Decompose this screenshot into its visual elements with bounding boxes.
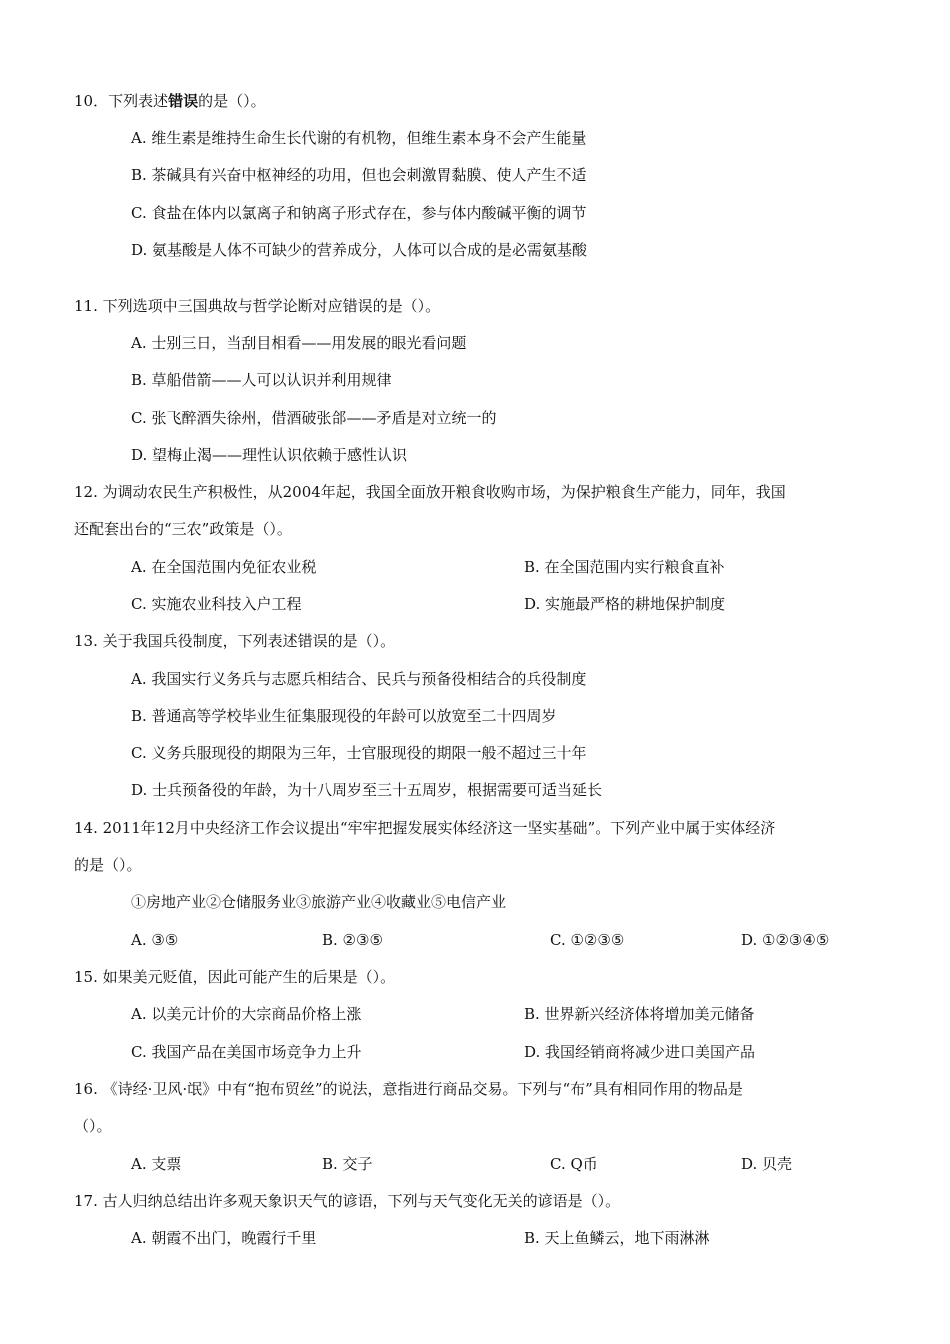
question-16-stem: 16. 《诗经·卫风·氓》中有“抱布贸丝”的说法，意指进行商品交易。下列与“布”具有相同作用的物品是 [74,1080,743,1098]
question-15-stem: 15. 如果美元贬值，因此可能产生的后果是（）。 [74,968,396,986]
option-a[interactable]: A. 维生素是维持生命生长代谢的有机物，但维生素本身不会产生能量 [131,129,587,147]
option-a[interactable]: A. 朝霞不出门，晚霞行千里 [131,1229,317,1247]
option-b[interactable]: B. 茶碱具有兴奋中枢神经的功用，但也会刺激胃黏膜、使人产生不适 [131,166,587,184]
option-b[interactable]: B. 天上鱼鳞云，地下雨淋淋 [524,1229,710,1247]
option-a[interactable]: A. ③⑤ [131,931,179,949]
option-b[interactable]: B. 草船借箭——人可以认识并利用规律 [131,371,392,389]
option-a[interactable]: A. 支票 [131,1155,182,1173]
option-b[interactable]: B. 在全国范围内实行粮食直补 [524,558,725,576]
option-a[interactable]: A. 士别三日，当刮目相看——用发展的眼光看问题 [131,334,467,352]
option-a[interactable]: A. 以美元计价的大宗商品价格上涨 [131,1005,362,1023]
question-13-stem: 13. 关于我国兵役制度，下列表述错误的是（）。 [74,632,396,650]
option-c[interactable]: C. 实施农业科技入户工程 [131,595,302,613]
option-c[interactable]: C. ①②③⑤ [550,931,625,949]
option-d[interactable]: D. 我国经销商将减少进口美国产品 [524,1043,756,1061]
question-17-stem: 17. 古人归纳总结出许多观天象识天气的谚语，下列与天气变化无关的谚语是（）。 [74,1192,621,1210]
option-d[interactable]: D. 士兵预备役的年龄，为十八周岁至三十五周岁，根据需要可适当延长 [131,781,603,799]
option-a[interactable]: A. 我国实行义务兵与志愿兵相结合、民兵与预备役相结合的兵役制度 [131,670,587,688]
option-d[interactable]: D. 望梅止渴——理性认识依赖于感性认识 [131,446,408,464]
option-c[interactable]: C. 张飞醉酒失徐州，借酒破张郃——矛盾是对立统一的 [131,409,497,427]
option-b[interactable]: B. 普通高等学校毕业生征集服现役的年龄可以放宽至二十四周岁 [131,707,557,725]
question-12-stem-cont: 还配套出台的“三农”政策是（）。 [74,520,292,538]
question-11-stem: 11. 下列选项中三国典故与哲学论断对应错误的是（）。 [74,297,441,315]
stem-text: 的是（）。 [198,92,266,110]
question-14-stem: 14. 2011年12月中央经济工作会议提出“牢牢把握发展实体经济这一坚实基础”。下列产业中属于实体经济 [74,819,776,837]
option-a[interactable]: A. 在全国范围内免征农业税 [131,558,317,576]
option-c[interactable]: C. Q币 [550,1155,598,1173]
option-b[interactable]: B. 世界新兴经济体将增加美元储备 [524,1005,755,1023]
option-d[interactable]: D. ①②③④⑤ [741,931,830,949]
option-d[interactable]: D. 贝壳 [741,1155,793,1173]
option-d[interactable]: D. 实施最严格的耕地保护制度 [524,595,726,613]
stem-text: ．下列表述 [93,92,169,110]
stem-emphasis: 错误 [168,92,199,110]
question-12-stem: 12. 为调动农民生产积极性，从2004年起，我国全面放开粮食收购市场，为保护粮食生产能力，同年，我国 [74,483,786,501]
question-16-stem-cont: （）。 [74,1117,112,1135]
question-number: 10 [74,92,94,110]
question-10-stem [74,91,266,111]
question-14-items: ①房地产业②仓储服务业③旅游产业④收藏业⑤电信产业 [131,893,507,911]
option-b[interactable]: B. 交子 [322,1155,373,1173]
option-c[interactable]: C. 义务兵服现役的期限为三年，士官服现役的期限一般不超过三十年 [131,744,587,762]
option-d[interactable]: D. 氨基酸是人体不可缺少的营养成分，人体可以合成的是必需氨基酸 [131,241,588,259]
option-c[interactable]: C. 食盐在体内以氯离子和钠离子形式存在，参与体内酸碱平衡的调节 [131,204,587,222]
question-14-stem-cont: 的是（）。 [74,856,142,874]
option-c[interactable]: C. 我国产品在美国市场竞争力上升 [131,1043,362,1061]
option-b[interactable]: B. ②③⑤ [322,931,383,949]
